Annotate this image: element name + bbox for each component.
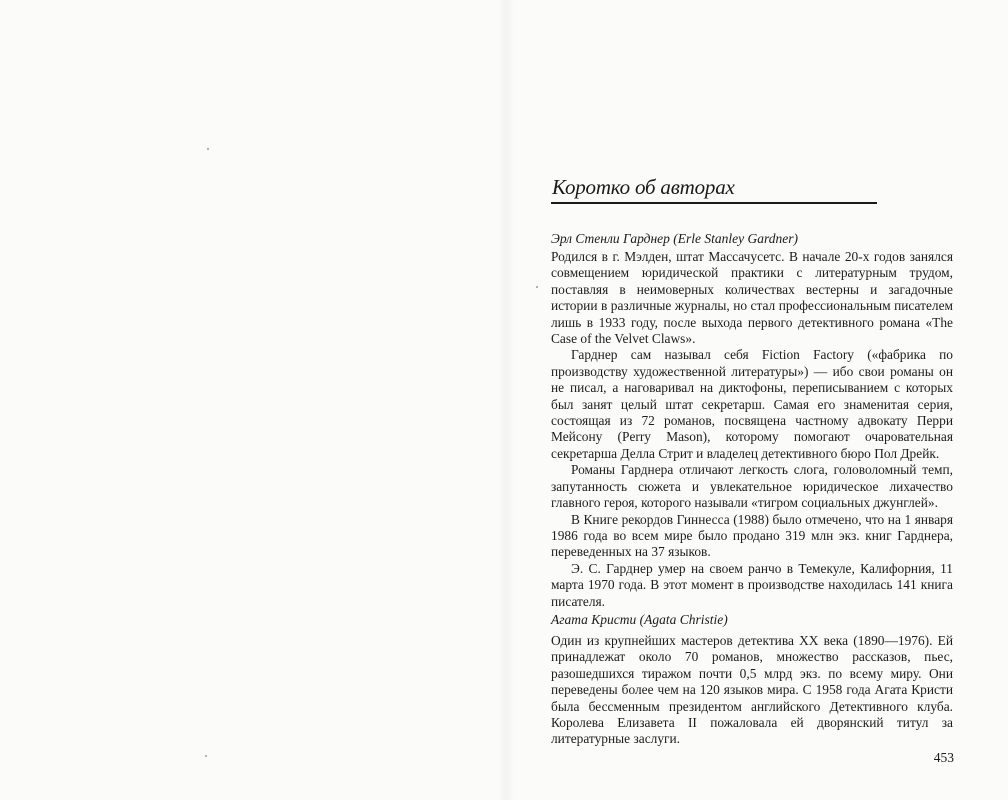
bio-paragraph: Э. С. Гарднер умер на своем ранчо в Темекуле, Калифорния, 11 марта 1970 года. В этот момент в производстве находилась 141 книга писателя. [551,560,953,609]
title-underline [551,202,877,204]
bio-paragraph: Романы Гарднера отличают легкость слога, головоломный темп, запутанность сюжета и увлекательное юридическое лихачество главного героя, которого называли «тигром социальных джунглей». [551,462,953,511]
bio-paragraph: Родился в г. Мэлден, штат Массачусетс. В начале 20-х годов занялся совмещением юридической практики с литературным трудом, поставляя в неимоверных количествах вестерны и загадочные истории в различные журналы, но стал профессиональным писателем лишь в 1933 году, после выхода первого детективного романа «The Case of the Velvet Claws». [551,249,953,347]
section-title: Коротко об авторах [552,175,735,199]
scan-speck [207,148,209,150]
author-heading-gardner: Эрл Стенли Гарднер (Erle Stanley Gardner) [551,231,799,246]
scan-speck [536,286,538,288]
page-number: 453 [933,750,954,765]
author-bio-gardner [551,249,953,610]
bio-paragraph: В Книге рекордов Гиннесса (1988) было отмечено, что на 1 января 1986 года во всем мире было продано 319 млн экз. книг Гарднера, переведенных на 37 языков. [551,511,953,560]
author-bio-christie [551,633,953,748]
scan-speck [205,755,207,757]
book-gutter [498,0,514,800]
author-heading-christie: Агата Кристи (Agata Christie) [551,612,728,627]
bio-paragraph: Один из крупнейших мастеров детектива XX века (1890—1976). Ей принадлежат около 70 романов, множество рассказов, пьес, разошедшихся тиражом почти 0,5 млрд экз. по всему миру. Они переведены более чем на 120 языков мира. С 1958 года Агата Кристи была бессменным президентом английского Детективного клуба. Королева Елизавета II пожаловала ей дворянский титул за литературные заслуги. [551,633,953,747]
bio-paragraph: Гарднер сам называл себя Fiction Factory («фабрика по производству художественной литературы») — ибо свои романы он не писал, а наговаривал на диктофоны, переписыванием с которых был занят целый штат секретарш. Самая его знаменитая серия, состоящая из 72 романов, посвящена частному адвокату Перри Мейсону (Perry Mason), которому помогают очаровательная секретарша Делла Стрит и владелец детективного бюро Пол Дрейк. [551,347,953,461]
